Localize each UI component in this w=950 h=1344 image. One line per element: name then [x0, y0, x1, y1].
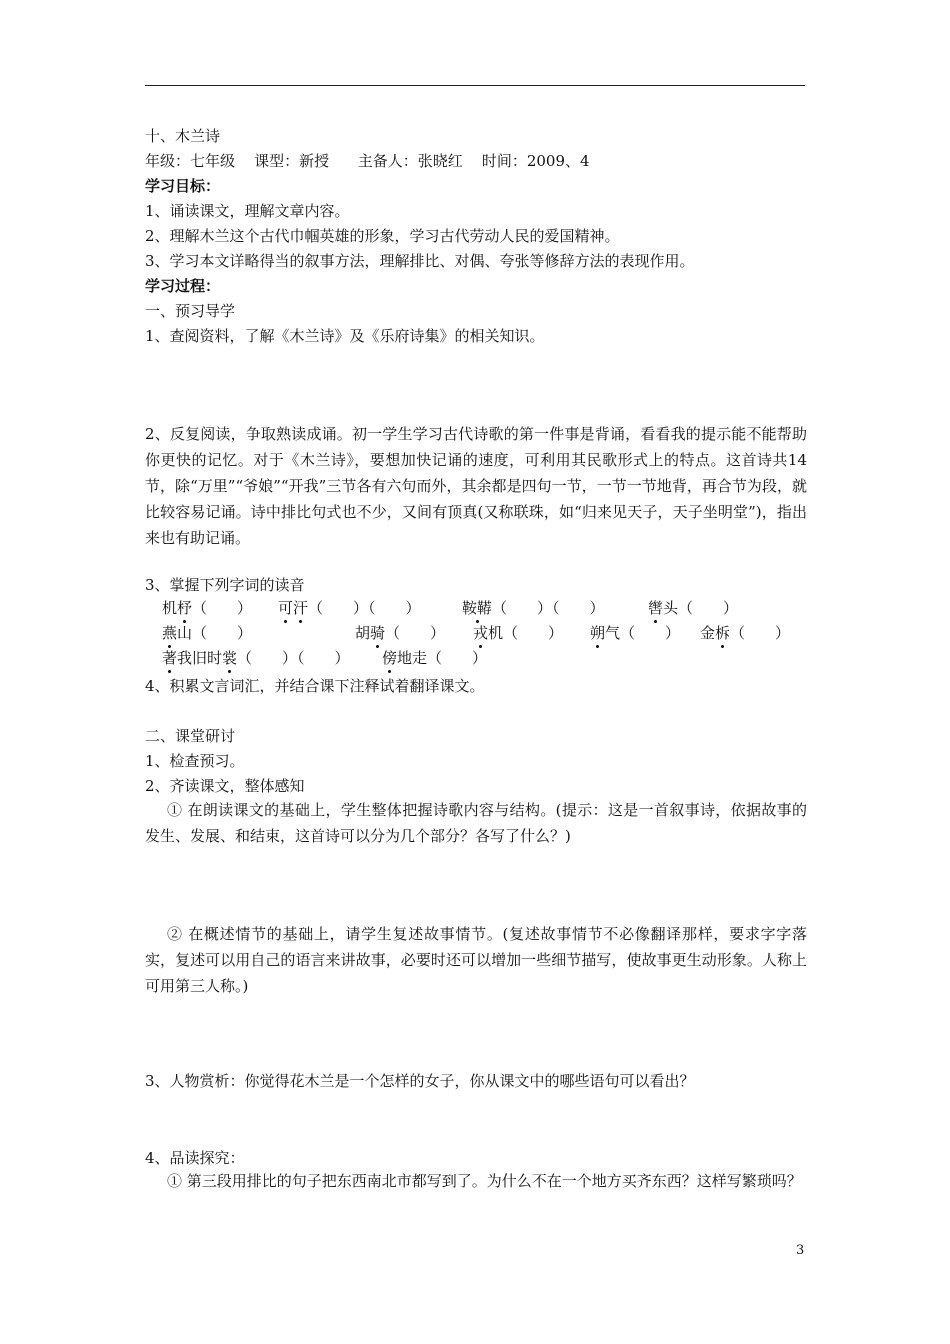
section2-title: 二、课堂研讨: [145, 727, 236, 745]
preview-item-2: 2、反复阅读，争取熟读成诵。初一学生学习古代诗歌的第一件事是背诵，看看我的提示能不能帮助你更快的记忆。对于《木兰诗》，要想加快记诵的速度，可利用其民歌形式上的特点。这首诗共14节，除“万里”“爷娘”“开我”三节各有六句而外，其余都是四句一节，一节一节地背，再合节为段，就比较容易记诵。诗中排比句式也不少，又间有顶真(又称联珠，如“归来见天子，天子坐明堂”)，指出来也有助记诵。: [145, 425, 807, 547]
header-rule: [145, 85, 805, 86]
process-heading: 学习过程：: [145, 277, 221, 295]
objective-2: 2、理解木兰这个古代巾帼英雄的形象，学习古代劳动人民的爱国精神。: [145, 227, 620, 245]
discussion-sub-2: ② 在概述情节的基础上，请学生复述故事情节。(复述故事情节不必像翻译那样，要求字字落实，复述可以用自己的语言来讲故事，必要时还可以增加一些细节描写，使故事更生动形象。人称上可用第三人称。): [145, 925, 807, 995]
vocab-item: 金柝（ ）: [700, 624, 791, 642]
objective-1: 1、诵读课文，理解文章内容。: [145, 202, 350, 220]
lesson-title: 十、木兰诗: [145, 127, 221, 145]
vocab-item: 著我旧时裳（ ）（ ）: [162, 649, 350, 667]
preview-item-1: 1、查阅资料，了解《木兰诗》及《乐府诗集》的相关知识。: [145, 327, 545, 345]
preview-item-4: 4、积累文言词汇，并结合课下注释试着翻译课文。: [145, 677, 485, 695]
discussion-item-2: 2、齐读课文，整体感知: [145, 777, 305, 795]
vocab-item: 胡骑（ ）: [355, 624, 446, 642]
grade: 年级：七年级: [145, 152, 236, 170]
vocab-item: 戎机（ ）: [473, 624, 564, 642]
discussion-item-3: 3、人物赏析：你觉得花木兰是一个怎样的女子，你从课文中的哪些语句可以看出？: [145, 1072, 695, 1090]
vocab-item: 鞍鞯（ ）（ ）: [462, 599, 605, 617]
discussion-item-4: 4、品读探究：: [145, 1149, 245, 1167]
preview-item-3: 3、掌握下列字词的读音: [145, 576, 305, 594]
time: 时间：2009、4: [481, 152, 590, 170]
vocab-item: 燕山（ ）: [162, 624, 253, 642]
section1-title: 一、预习导学: [145, 302, 236, 320]
page-number: 3: [796, 1243, 805, 1258]
preparer: 主备人：张晓红: [357, 152, 463, 170]
vocab-item: 机杼（ ）: [162, 599, 253, 617]
vocab-item: 朔气（ ）: [590, 624, 681, 642]
vocab-item: 可汗（ ）（ ）: [278, 599, 421, 617]
discussion-item-1: 1、检查预习。: [145, 752, 245, 770]
lesson-type: 课型：新授: [254, 152, 330, 170]
objectives-heading: 学习目标：: [145, 177, 221, 195]
objective-3: 3、学习本文详略得当的叙事方法，理解排比、对偶、夸张等修辞方法的表现作用。: [145, 252, 695, 270]
vocab-item: 傍地走（ ）: [382, 649, 488, 667]
discussion-sub-3: ① 第三段用排比的句子把东西南北市都写到了。为什么不在一个地方买齐东西？这样写繁琐吗？: [167, 1172, 802, 1190]
vocab-item: 辔头（ ）: [648, 599, 739, 617]
discussion-sub-1: ① 在朗读课文的基础上，学生整体把握诗歌内容与结构。(提示：这是一首叙事诗，依据故事的发生、发展、和结束，这首诗可以分为几个部分？各写了什么？): [145, 801, 807, 845]
lesson-meta: [145, 151, 590, 171]
